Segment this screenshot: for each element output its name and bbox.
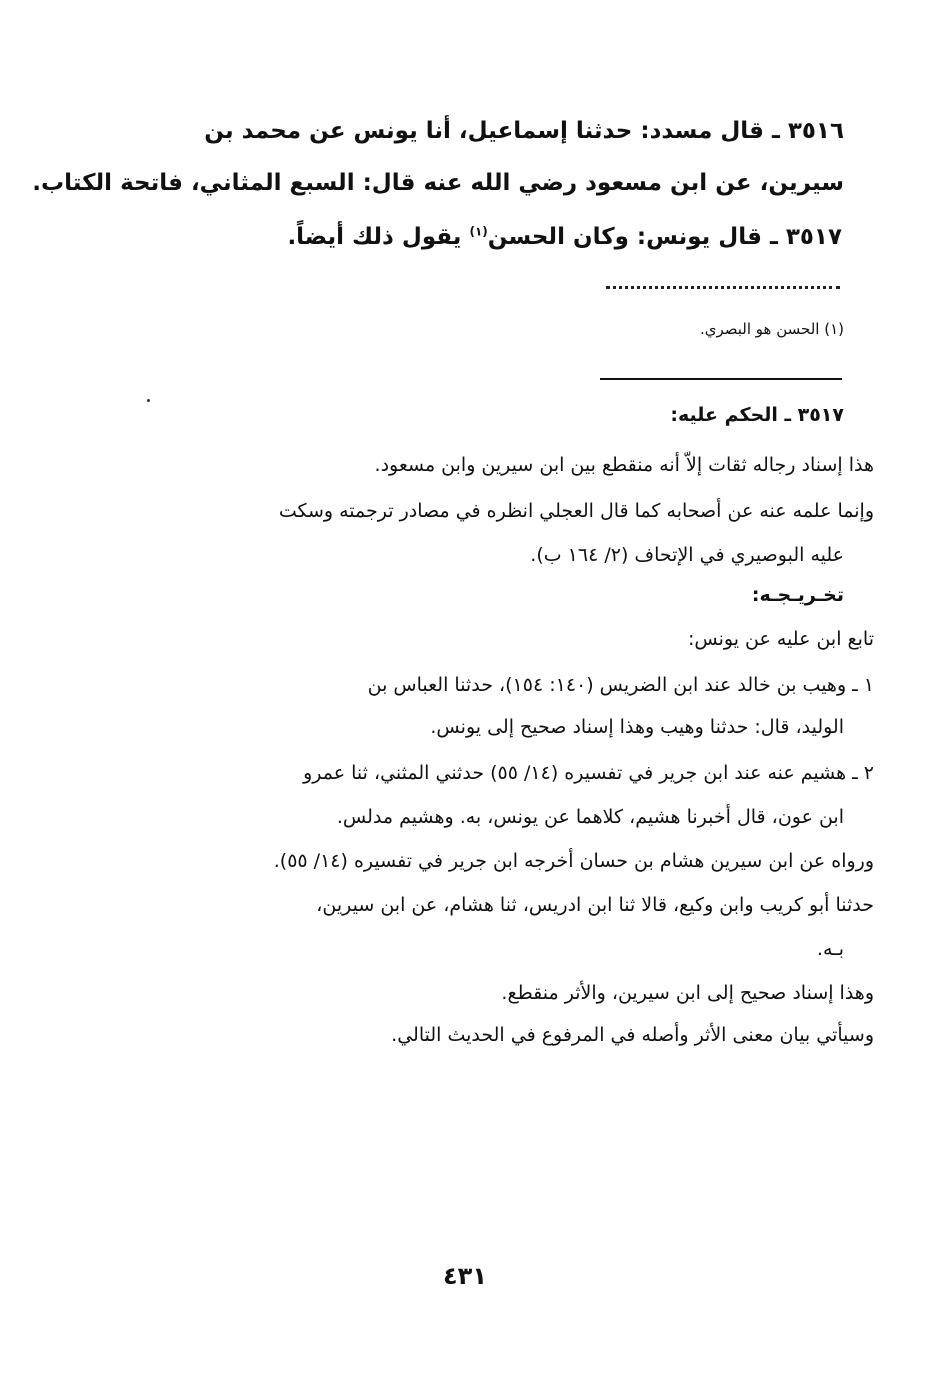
ruling-heading: ٣٥١٧ ـ الحكم عليه: xyxy=(670,404,844,426)
footnote-marker: (١) xyxy=(469,224,488,239)
takhrij-line-8: بـه. xyxy=(816,938,844,960)
takhrij-line-5: ابن عون، قال أخبرنا هشيم، كلاهما عن يونس، به. وهشيم مدلس. xyxy=(336,806,844,828)
hadith-3517-line xyxy=(287,224,842,250)
takhrij-line-6: ورواه عن ابن سيرين هشام بن حسان أخرجه ابن جرير في تفسيره (١٤/ ٥٥). xyxy=(273,850,874,872)
hadith-3516-line-2: سيرين، عن ابن مسعود رضي الله عنه قال: السبع المثاني، فاتحة الكتاب. xyxy=(32,170,844,196)
takhrij-line-10: وسيأتي بيان معنى الأثر وأصله في المرفوع في الحديث التالي. xyxy=(391,1024,874,1046)
ruling-line-3: عليه البوصيري في الإتحاف (٢/ ١٦٤ ب). xyxy=(530,544,844,566)
takhrij-line-3: الوليد، قال: حدثنا وهيب وهذا إسناد صحيح إلى يونس. xyxy=(430,716,844,738)
takhrij-line-1: تابع ابن عليه عن يونس: xyxy=(687,628,874,650)
footnote-separator xyxy=(606,286,840,289)
hadith-3516-line-1: ٣٥١٦ ـ قال مسدد: حدثنا إسماعيل، أنا يونس عن محمد بن xyxy=(204,118,844,144)
takhrij-line-9: وهذا إسناد صحيح إلى ابن سيرين، والأثر منقطع. xyxy=(501,982,874,1004)
hadith-3517-text-a: ٣٥١٧ ـ قال يونس: وكان الحسن xyxy=(487,224,842,250)
hadith-3517-text-b: يقول ذلك أيضاً. xyxy=(287,224,470,250)
ruling-line-2: وإنما علمه عنه عن أصحابه كما قال العجلي انظره في مصادر ترجمته وسكت xyxy=(278,500,874,522)
ruling-line-1: هذا إسناد رجاله ثقات إلاّ أنه منقطع بين ابن سيرين وابن مسعود. xyxy=(374,454,874,476)
takhrij-heading: تخـريـجـه: xyxy=(751,584,844,606)
takhrij-line-4: ٢ ـ هشيم عنه عند ابن جرير في تفسيره (١٤/ ٥٥) حدثني المثني، ثنا عمرو xyxy=(303,762,874,784)
takhrij-line-7: حدثنا أبو كريب وابن وكيع، قالا ثنا ابن ادريس، ثنا هشام، عن ابن سيرين، xyxy=(316,894,874,916)
print-speck xyxy=(147,399,150,402)
page-number: ٤٣١ xyxy=(443,1262,487,1290)
footnote-text: (١) الحسن هو البصري. xyxy=(699,320,844,338)
section-divider xyxy=(600,378,842,380)
takhrij-line-2: ١ ـ وهيب بن خالد عند ابن الضريس (١٤٠: ١٥٤)، حدثنا العباس بن xyxy=(367,674,874,696)
